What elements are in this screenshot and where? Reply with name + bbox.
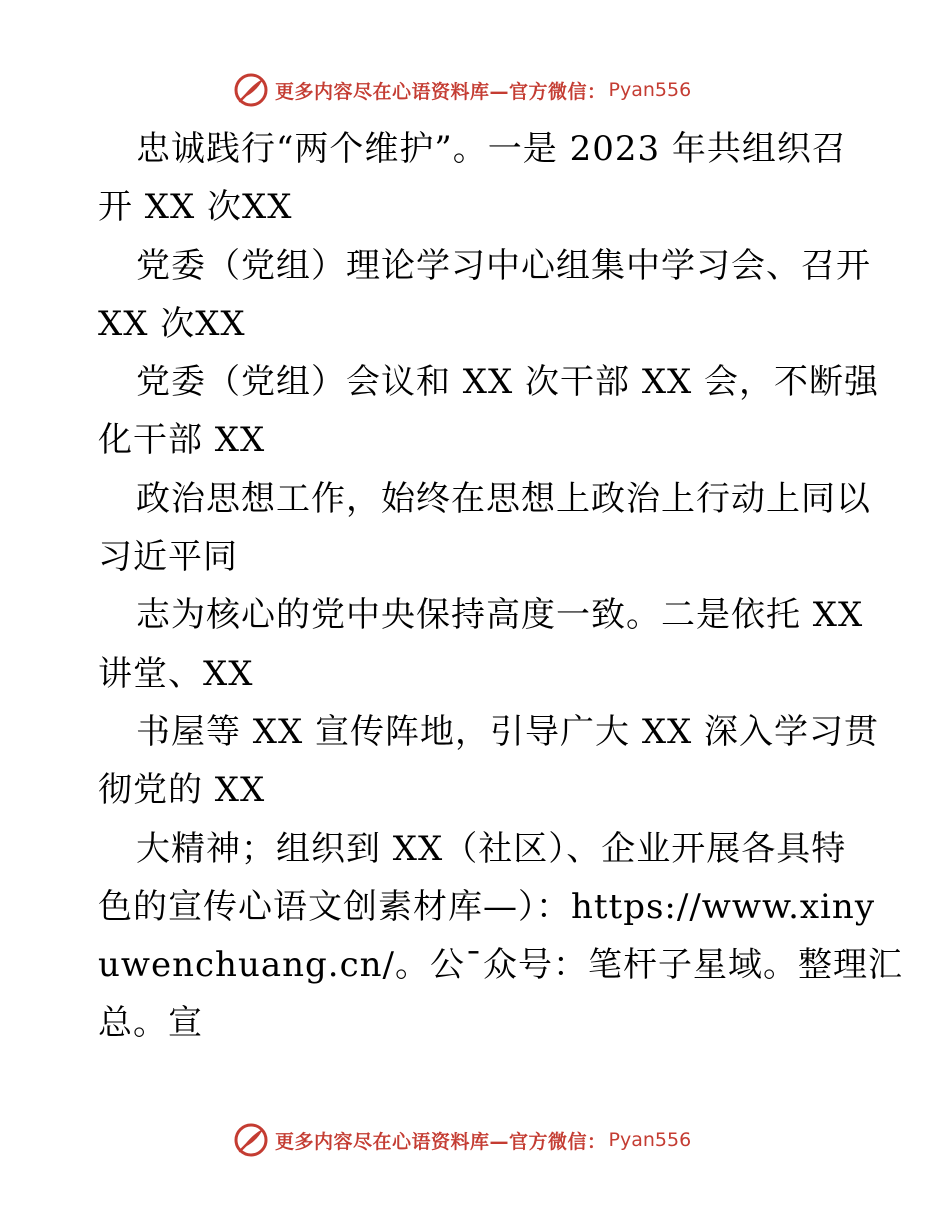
text-line: 党委（党组）理论学习中心组集中学习会、召开 (136, 245, 871, 286)
text-line: 大精神；组织到 XX（社区）、企业开展各具特 (136, 828, 847, 869)
text-line: 色的宣传心语文创素材库—）：https://www.xiny (98, 886, 876, 927)
text-line: 志为核心的党中央保持高度一致。二是依托 XX (136, 595, 864, 636)
text-line: 彻党的 XX (98, 770, 266, 811)
text-line: uwenchuang.cn/。公¯众号：笔杆子星域。整理汇 (98, 945, 903, 986)
text-line: 化干部 XX (98, 420, 266, 461)
text-line: 习近平同 (98, 537, 238, 578)
text-line: 书屋等 XX 宣传阵地，引导广大 XX 深入学习贯 (136, 711, 880, 752)
header-banner (233, 70, 691, 110)
text-line: 开 XX 次XX (98, 187, 293, 228)
banner-text: 更多内容尽在心语资料库—官方微信： (275, 80, 607, 103)
text-line: 党委（党组）会议和 XX 次干部 XX 会，不断强 (136, 362, 880, 403)
text-line: 总。宣 (98, 1003, 203, 1044)
banner-text: 更多内容尽在心语资料库—官方微信： (275, 1130, 607, 1153)
footer-banner (233, 1120, 691, 1160)
feather-pen-circle-icon (233, 72, 269, 108)
feather-pen-circle-icon (233, 1122, 269, 1158)
banner-wechat-id: Pyan556 (608, 1129, 692, 1151)
document-body (98, 120, 903, 1053)
text-line: 讲堂、XX (98, 653, 254, 694)
text-line: XX 次XX (98, 303, 246, 344)
text-line: 忠诚践行“两个维护”。一是 2023 年共组织召 (136, 129, 847, 169)
text-line: 政治思想工作，始终在思想上政治上行动上同以 (136, 478, 871, 519)
banner-wechat-id: Pyan556 (608, 79, 692, 101)
